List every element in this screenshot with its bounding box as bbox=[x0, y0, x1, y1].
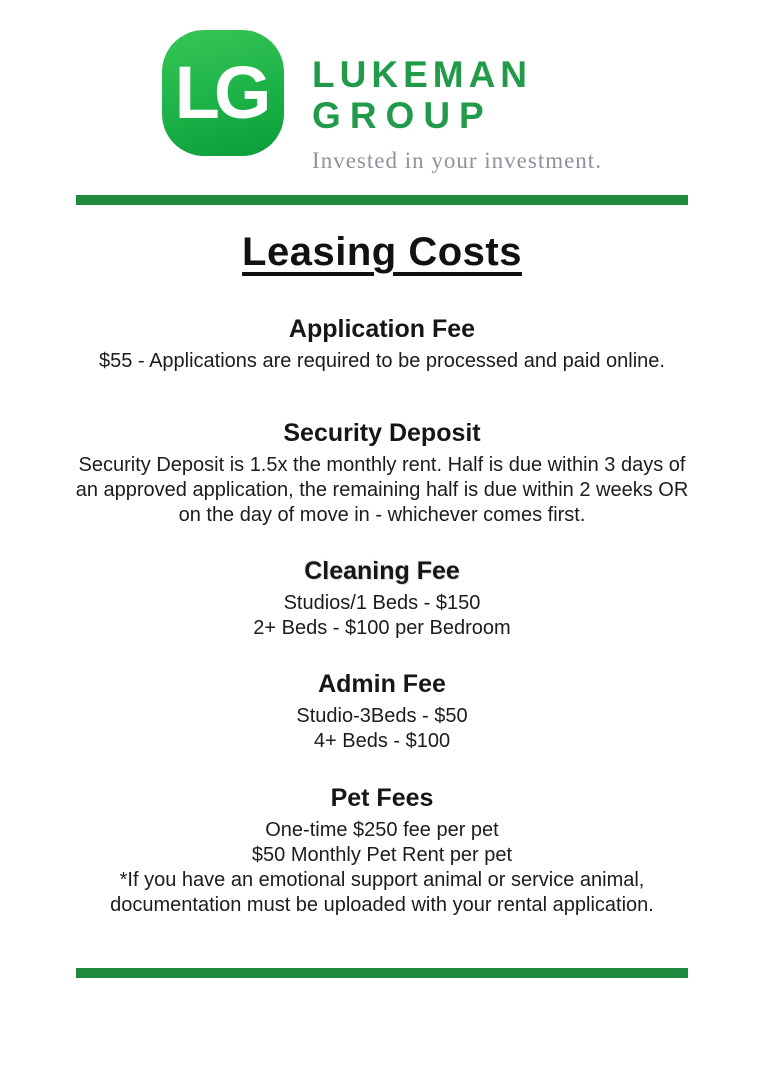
page-title: Leasing Costs bbox=[242, 230, 522, 274]
cleaning-fee-line: Studios/1 Beds - $150 bbox=[283, 592, 481, 614]
admin-fee-line: Studio-3Beds - $50 bbox=[296, 705, 468, 727]
section-security-deposit bbox=[0, 418, 764, 528]
pet-fees-line: $50 Monthly Pet Rent per pet bbox=[251, 844, 513, 866]
application-fee-line: $55 - Applications are required to be processed and paid online. bbox=[99, 350, 665, 372]
section-pet-fees bbox=[0, 783, 764, 918]
brand-tagline: Invested in your investment. bbox=[312, 148, 602, 173]
brand-name-line2: GROUP bbox=[312, 95, 493, 136]
pet-fees-line: One-time $250 fee per pet bbox=[265, 819, 499, 841]
application-fee-heading: Application Fee bbox=[288, 315, 476, 343]
cleaning-fee-heading: Cleaning Fee bbox=[304, 557, 460, 585]
security-deposit-heading: Security Deposit bbox=[283, 419, 481, 447]
pet-fees-heading: Pet Fees bbox=[330, 784, 434, 812]
bottom-divider bbox=[76, 968, 688, 978]
brand-text-block bbox=[312, 54, 602, 174]
security-deposit-line: on the day of move in - whichever comes first. bbox=[178, 504, 586, 526]
top-divider bbox=[76, 195, 688, 205]
admin-fee-heading: Admin Fee bbox=[318, 670, 446, 698]
brand-name-line1: LUKEMAN bbox=[312, 54, 533, 95]
brand-header bbox=[0, 0, 764, 174]
section-cleaning-fee bbox=[0, 556, 764, 641]
lukeman-group-logo bbox=[162, 30, 284, 156]
section-admin-fee bbox=[0, 669, 764, 754]
cleaning-fee-line: 2+ Beds - $100 per Bedroom bbox=[253, 617, 511, 639]
admin-fee-line: 4+ Beds - $100 bbox=[313, 730, 451, 752]
section-application-fee bbox=[0, 314, 764, 374]
pet-fees-line: *If you have an emotional support animal or service animal, bbox=[119, 869, 645, 891]
logo-monogram: LG bbox=[174, 51, 266, 134]
security-deposit-line: an approved application, the remaining half is due within 2 weeks OR bbox=[75, 479, 689, 501]
security-deposit-line: Security Deposit is 1.5x the monthly rent. Half is due within 3 days of bbox=[78, 454, 686, 476]
pet-fees-line: documentation must be uploaded with your rental application. bbox=[110, 894, 654, 916]
